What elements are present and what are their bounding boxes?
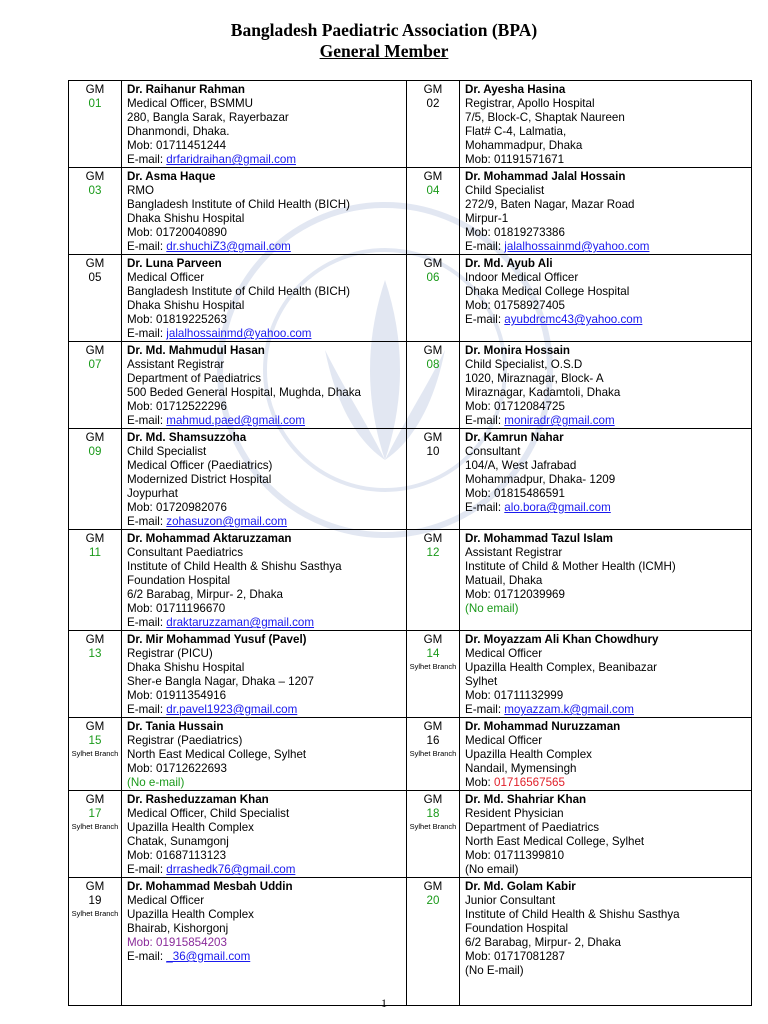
email-line [465,501,747,515]
member-detail-line: Department of Paediatrics [465,821,600,834]
member-detail-line: Child Specialist [127,445,207,458]
member-name: Dr. Moyazzam Ali Khan Chowdhury [465,633,659,646]
member-detail-line: Dhanmondi, Dhaka. [127,125,230,138]
member-number-cell [69,878,122,1006]
member-info-cell [122,81,407,168]
member-number-cell [69,342,122,429]
email-line [465,414,747,428]
member-detail-line: Child Specialist, O.S.D [465,358,583,371]
member-number-cell [69,718,122,791]
mobile-prefix: Mob: [465,776,494,789]
member-detail-line: North East Medical College, Sylhet [465,835,645,848]
member-name: Dr. Mohammad Jalal Hossain [465,170,626,183]
member-detail-line: Mob: 01711196670 [127,602,226,615]
gm-label: GM [423,83,443,96]
member-name: Dr. Md. Shamsuzzoha [127,431,247,444]
member-name: Dr. Md. Ayub Ali [465,257,553,270]
member-detail-line: 272/9, Baten Nagar, Mazar Road [465,198,635,211]
member-name: Dr. Rasheduzzaman Khan [127,793,269,806]
member-number: 04 [426,184,440,197]
member-detail-line: Mob: 01712622693 [127,762,227,775]
member-detail-line: Upazilla Health Complex [465,748,592,761]
member-number-cell [407,81,460,168]
email-line [127,703,402,717]
gm-label: GM [85,720,105,733]
member-name: Dr. Mir Mohammad Yusuf (Pavel) [127,633,307,646]
member-number: 10 [426,445,440,458]
gm-label: GM [85,880,105,893]
table-row [69,168,752,255]
member-info-cell [460,429,752,530]
member-detail-line: Mob: 01815486591 [465,487,565,500]
member-name: Dr. Mohammad Aktaruzzaman [127,532,292,545]
email-link[interactable]: zohasuzon@gmail.com [166,515,287,528]
email-link[interactable]: moniradr@gmail.com [504,414,615,427]
email-prefix: E-mail: [465,240,505,253]
member-detail-line: Medical Officer, Child Specialist [127,807,290,820]
email-line [465,313,747,327]
member-number-cell [69,791,122,878]
gm-label: GM [423,431,443,444]
gm-label: GM [423,532,443,545]
member-detail-line: Mirpur-1 [465,212,509,225]
member-detail-line: Mob: 01911354916 [127,689,227,702]
gm-label: GM [85,633,105,646]
gm-label: GM [423,633,443,646]
table-row [69,342,752,429]
member-detail-line: Mohammadpur, Dhaka- 1209 [465,473,616,486]
email-prefix: E-mail: [127,515,167,528]
email-link[interactable]: drrashedk76@gmail.com [166,863,296,876]
gm-label: GM [423,257,443,270]
member-detail-line: Assistant Registrar [465,546,563,559]
member-number: 19 [88,894,102,907]
member-detail-line: Sher-e Bangla Nagar, Dhaka – 1207 [127,675,314,688]
member-name: Dr. Ayesha Hasina [465,83,566,96]
member-detail-line: Mob: 01687113123 [127,849,227,862]
gm-label: GM [423,793,443,806]
member-detail-line: Mob: 01711399810 [465,849,565,862]
member-number: 17 [88,807,102,820]
member-detail-line: Mob: 01819225263 [127,313,227,326]
member-info-cell [460,791,752,878]
member-info-cell [122,168,407,255]
member-name: Dr. Asma Haque [127,170,216,183]
member-name: Dr. Luna Parveen [127,257,222,270]
gm-label: GM [423,170,443,183]
gm-label: GM [85,793,105,806]
member-detail-line: Upazilla Health Complex [127,908,254,921]
email-link[interactable]: ayubdrcmc43@yahoo.com [504,313,643,326]
member-number-cell [407,429,460,530]
email-link[interactable]: draktaruzzaman@gmail.com [166,616,315,629]
email-link[interactable]: dr.shuchiZ3@gmail.com [166,240,291,253]
member-detail-line: Matuail, Dhaka [465,574,543,587]
member-detail-line: Nandail, Mymensingh [465,762,577,775]
email-line [465,703,747,717]
member-number: 18 [426,807,440,820]
member-number: 05 [88,271,102,284]
document-subtitle: General Member [319,41,449,61]
member-detail-line: Dhaka Shishu Hospital [127,299,245,312]
member-detail-line: Institute of Child Health & Shishu Sasthya [127,560,342,573]
gm-label: GM [85,344,105,357]
mobile-number: 01716567565 [494,776,565,789]
email-prefix: E-mail: [465,313,505,326]
email-link[interactable]: mahmud.paed@gmail.com [166,414,306,427]
table-row [69,878,752,1006]
table-row [69,791,752,878]
email-line [127,863,402,877]
branch-label: Sylhet Branch [71,909,119,918]
email-line [127,616,402,630]
member-detail-line: 104/A, West Jafrabad [465,459,577,472]
email-line [127,240,402,254]
page-number: 1 [381,996,387,1010]
member-detail-line: Foundation Hospital [465,922,569,935]
member-detail-line: Assistant Registrar [127,358,225,371]
member-table [68,80,752,1006]
member-name: Dr. Monira Hossain [465,344,571,357]
member-number-cell [407,791,460,878]
email-line [127,950,402,964]
table-row [69,631,752,718]
gm-label: GM [85,431,105,444]
member-detail-line: Consultant [465,445,521,458]
member-detail-line: Upazilla Health Complex [127,821,254,834]
email-prefix: E-mail: [127,950,167,963]
member-detail-line: Mob: 01758927405 [465,299,565,312]
table-row [69,718,752,791]
member-number-cell [407,255,460,342]
member-number-cell [407,342,460,429]
member-detail-line: Mob: 01720040890 [127,226,227,239]
table-row [69,530,752,631]
table-row [69,255,752,342]
no-email-note: (No e-mail) [127,776,185,789]
email-line [127,414,402,428]
member-detail-line: Registrar (Paediatrics) [127,734,243,747]
member-number: 02 [426,97,440,110]
member-detail-line: Medical Officer [127,894,205,907]
email-link[interactable]: jalalhossainmd@yahoo.com [504,240,650,253]
member-detail-line: Mob: 01712084725 [465,400,565,413]
member-info-cell [460,718,752,791]
member-number: 01 [88,97,102,110]
member-info-cell [122,878,407,1006]
member-number: 07 [88,358,102,371]
member-detail-line: 280, Bangla Sarak, Rayerbazar [127,111,289,124]
email-prefix: E-mail: [465,414,505,427]
member-number-cell [69,255,122,342]
email-prefix: E-mail: [127,240,167,253]
member-number-cell [69,168,122,255]
member-number: 14 [426,647,440,660]
member-name: Dr. Raihanur Rahman [127,83,245,96]
member-name: Dr. Mohammad Mesbah Uddin [127,880,293,893]
member-number: 20 [426,894,440,907]
member-detail-line: Bhairab, Kishorgonj [127,922,229,935]
gm-label: GM [85,257,105,270]
member-number: 11 [88,546,102,559]
member-number: 13 [88,647,102,660]
branch-label: Sylhet Branch [71,822,119,831]
mobile-line: Mob: 01915854203 [127,936,227,949]
email-link[interactable]: dr.pavel1923@gmail.com [166,703,298,716]
member-detail-line: Medical Officer [465,647,543,660]
member-info-cell [122,530,407,631]
member-detail-line: Mob: 01191571671 [465,153,565,166]
no-email-note: (No email) [465,602,519,615]
member-detail-line: Mob: 01720982076 [127,501,227,514]
member-number: 06 [426,271,440,284]
member-number-cell [69,429,122,530]
member-detail-line: Mohammadpur, Dhaka [465,139,583,152]
member-detail-line: Department of Paediatrics [127,372,262,385]
member-info-cell [460,81,752,168]
email-link[interactable]: moyazzam.k@gmail.com [504,703,634,716]
member-info-cell [460,530,752,631]
email-prefix: E-mail: [465,703,505,716]
member-name: Dr. Md. Mahmudul Hasan [127,344,265,357]
member-name: Dr. Tania Hussain [127,720,224,733]
member-detail-line: Dhaka Shishu Hospital [127,661,245,674]
document-title: Bangladesh Paediatric Association (BPA) [230,20,538,40]
email-line [127,153,402,167]
email-prefix: E-mail: [127,863,167,876]
member-info-cell [122,718,407,791]
email-prefix: E-mail: [465,501,505,514]
member-number-cell [407,718,460,791]
member-detail-line: Medical Officer (Paediatrics) [127,459,273,472]
member-detail-line: Dhaka Medical College Hospital [465,285,630,298]
member-detail-line: Bangladesh Institute of Child Health (BICH) [127,198,350,211]
member-detail-line: Medical Officer [465,734,543,747]
member-info-cell [460,168,752,255]
branch-label: Sylhet Branch [409,822,457,831]
member-detail-line: Chatak, Sunamgonj [127,835,229,848]
member-name: Dr. Mohammad Nuruzzaman [465,720,621,733]
member-detail-line: Joypurhat [127,487,178,500]
member-detail-line: Registrar, Apollo Hospital [465,97,595,110]
member-detail-line: 7/5, Block-C, Shaptak Naureen [465,111,625,124]
member-info-cell [122,429,407,530]
member-detail-line: Upazilla Health Complex, Beanibazar [465,661,658,674]
member-detail-line: Mob: 01712522296 [127,400,227,413]
member-number-cell [407,631,460,718]
member-detail-line: Mob: 01717081287 [465,950,565,963]
member-detail-line: North East Medical College, Sylhet [127,748,307,761]
member-info-cell [122,631,407,718]
email-link[interactable]: jalalhossainmd@yahoo.com [166,327,312,340]
member-info-cell [460,878,752,1006]
member-detail-line: Child Specialist [465,184,545,197]
member-detail-line: Sylhet [465,675,498,688]
email-prefix: E-mail: [127,414,167,427]
member-name: Dr. Md. Golam Kabir [465,880,576,893]
member-number: 03 [88,184,102,197]
member-detail-line: Consultant Paediatrics [127,546,243,559]
member-name: Dr. Kamrun Nahar [465,431,564,444]
member-detail-line: Modernized District Hospital [127,473,272,486]
member-name: Dr. Md. Shahriar Khan [465,793,587,806]
member-number: 09 [88,445,102,458]
member-info-cell [122,255,407,342]
member-detail-line: Resident Physician [465,807,564,820]
member-detail-line: Dhaka Shishu Hospital [127,212,245,225]
member-detail-line: Flat# C-4, Lalmatia, [465,125,567,138]
gm-label: GM [85,170,105,183]
member-detail-line: Bangladesh Institute of Child Health (BICH) [127,285,350,298]
member-detail-line: 6/2 Barabag, Mirpur- 2, Dhaka [127,588,283,601]
member-number-cell [407,530,460,631]
member-number: 12 [426,546,440,559]
member-name: Dr. Mohammad Tazul Islam [465,532,613,545]
member-detail-line: Institute of Child Health & Shishu Sasthya [465,908,680,921]
email-line [465,240,747,254]
branch-label: Sylhet Branch [71,749,119,758]
member-info-cell [460,255,752,342]
table-row [69,81,752,168]
mobile-line [465,776,747,790]
email-link[interactable]: alo.bora@gmail.com [504,501,611,514]
member-number: 16 [426,734,440,747]
member-detail-line: Miraznagar, Kadamtoli, Dhaka [465,386,621,399]
member-detail-line: Registrar (PICU) [127,647,213,660]
gm-label: GM [85,532,105,545]
member-detail-line: Mob: 01712039969 [465,588,565,601]
member-detail-line: Indoor Medical Officer [465,271,579,284]
email-line [127,515,402,529]
member-number-cell [69,530,122,631]
member-info-cell [122,342,407,429]
member-detail-line: Mob: 01711451244 [127,139,227,152]
email-link[interactable]: _36@gmail.com [166,950,251,963]
member-detail-line: Foundation Hospital [127,574,231,587]
member-detail-line: Institute of Child & Mother Health (ICMH) [465,560,676,573]
member-info-cell [460,631,752,718]
member-number-cell [407,168,460,255]
branch-label: Sylhet Branch [409,662,457,671]
email-prefix: E-mail: [127,153,167,166]
email-prefix: E-mail: [127,327,167,340]
member-detail-line: Junior Consultant [465,894,556,907]
member-number: 15 [88,734,102,747]
gm-label: GM [423,344,443,357]
gm-label: GM [423,880,443,893]
member-detail-line: 6/2 Barabag, Mirpur- 2, Dhaka [465,936,621,949]
member-info-cell [460,342,752,429]
email-line [127,327,402,341]
member-detail-line: Mob: 01819273386 [465,226,565,239]
email-link[interactable]: drfaridraihan@gmail.com [166,153,296,166]
member-detail-line: Medical Officer, BSMMU [127,97,254,110]
member-number-cell [69,81,122,168]
branch-label: Sylhet Branch [409,749,457,758]
member-number: 08 [426,358,440,371]
member-number-cell [69,631,122,718]
email-prefix: E-mail: [127,616,167,629]
member-info-cell [122,791,407,878]
email-prefix: E-mail: [127,703,167,716]
member-detail-line: 1020, Miraznagar, Block- A [465,372,604,385]
gm-label: GM [85,83,105,96]
member-detail-line: Mob: 01711132999 [465,689,564,702]
member-detail-line: (No email) [465,863,519,876]
member-number-cell [407,878,460,1006]
table-row [69,429,752,530]
member-detail-line: Medical Officer [127,271,205,284]
member-detail-line: (No E-mail) [465,964,524,977]
member-detail-line: RMO [127,184,155,197]
member-detail-line: 500 Beded General Hospital, Mughda, Dhaka [127,386,361,399]
gm-label: GM [423,720,443,733]
